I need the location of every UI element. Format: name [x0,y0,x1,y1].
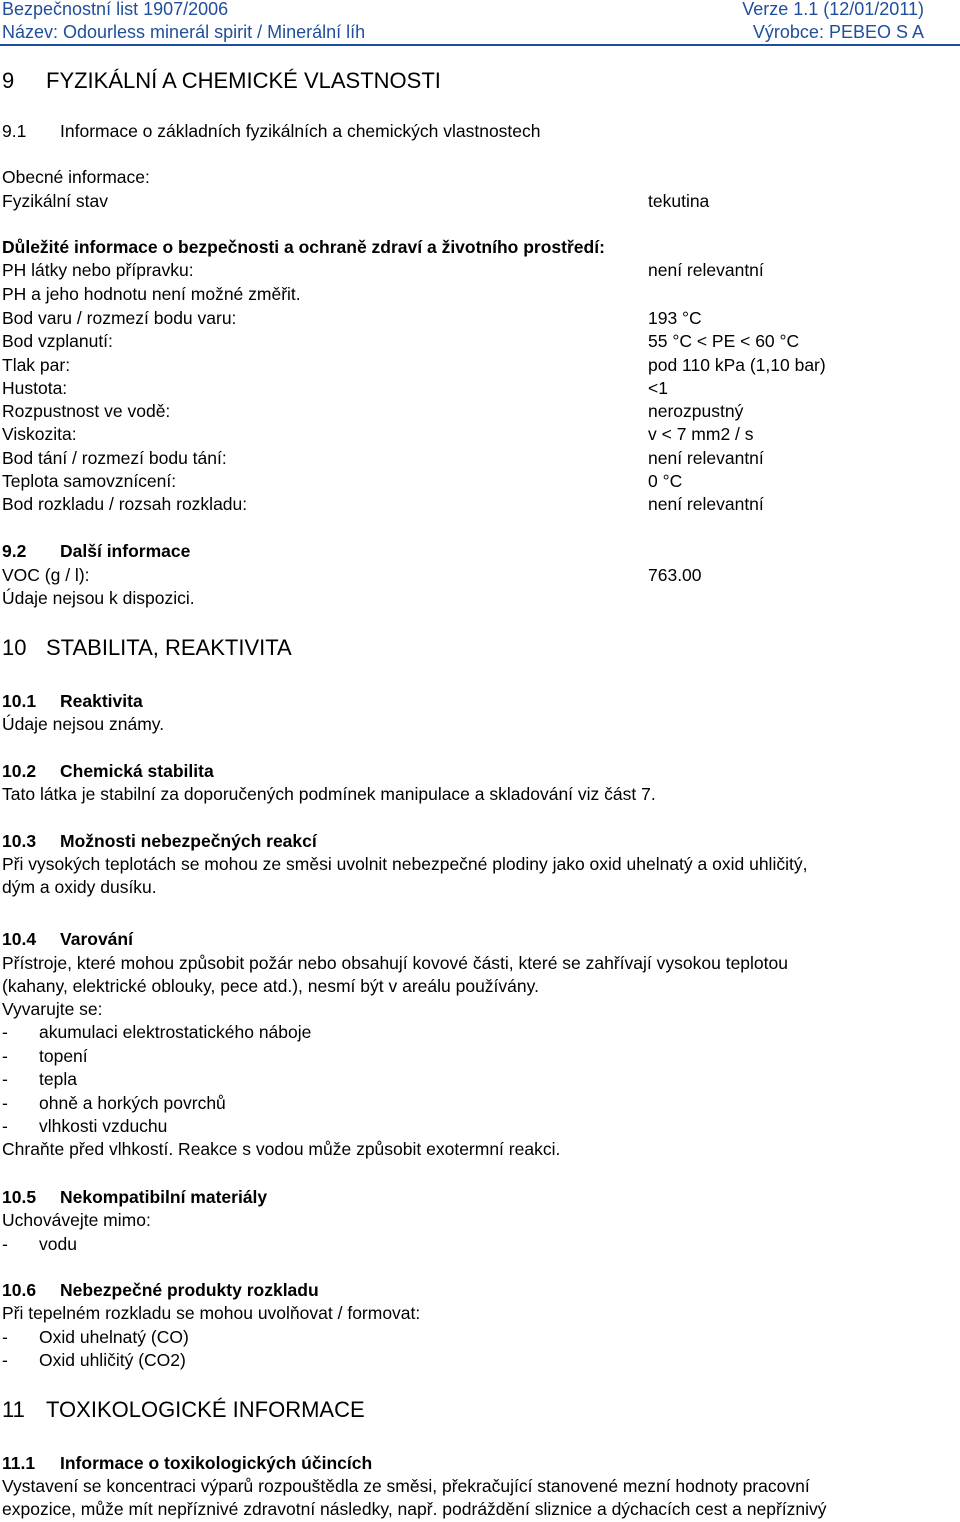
section-9-2-heading: 9.2 Další informace [2,541,191,561]
section-11-1-line-1: Vystavení se koncentraci výparů rozpouštědla ze směsi, překračující stanovené mezní hodnoty pracovní [2,1476,810,1496]
section-11-heading: 11 TOXIKOLOGICKÉ INFORMACE [2,1397,365,1422]
section-11-1-line-2: expozice, může mít nepříznivé zdravotní následky, např. podráždění sliznice a dýchacích cest a nepříznivý [2,1499,827,1519]
list-item: - akumulaci elektrostatického náboje [2,1022,312,1042]
section-10-5-text: Uchovávejte mimo: [2,1210,151,1230]
property-label: Bod varu / rozmezí bodu varu: [2,308,237,328]
property-label: Tlak par: [2,355,71,375]
section-10-4-avoid: Vyvarujte se: [2,999,103,1019]
property-value: <1 [648,378,668,398]
header-row-2 [0,21,960,45]
ph-label: PH látky nebo přípravku: [2,260,194,280]
property-value: 0 °C [648,471,683,491]
property-label: Bod rozkladu / rozsah rozkladu: [2,494,248,514]
section-10-3-line-1: Při vysokých teplotách se mohou ze směsi uvolnit nebezpečné plodiny jako oxid uhelnatý a oxid uhličitý, [2,854,808,874]
section-10-4-line-2: (kahany, elektrické oblouky, pece atd.), nesmí být v areálu používány. [2,976,539,996]
section-10-6-heading: 10.6 Nebezpečné produkty rozkladu [2,1280,319,1300]
property-label: Rozpustnost ve vodě: [2,401,171,421]
section-10-1-text: Údaje nejsou známy. [2,714,165,734]
property-label: Viskozita: [2,424,77,444]
list-item: - ohně a horkých povrchů [2,1093,226,1113]
list-item: - Oxid uhelnatý (CO) [2,1327,189,1347]
section-10-heading: 10 STABILITA, REAKTIVITA [2,635,292,660]
section-10-6-text: Při tepelném rozkladu se mohou uvolňovat / formovat: [2,1303,421,1323]
section-10-1-heading: 10.1 Reaktivita [2,691,143,711]
general-info-heading: Obecné informace: [2,167,150,187]
list-item: - vodu [2,1234,77,1254]
header-divider [0,44,960,46]
property-value: v < 7 mm2 / s [648,424,754,444]
property-value: není relevantní [648,494,764,514]
important-info-heading: Důležité informace o bezpečnosti a ochraně zdraví a životního prostředí: [2,237,605,257]
property-label: Teplota samovznícení: [2,471,177,491]
property-label: Bod tání / rozmezí bodu tání: [2,448,227,468]
voc-value: 763.00 [648,565,702,585]
list-item: - Oxid uhličitý (CO2) [2,1350,186,1370]
section-10-2-text: Tato látka je stabilní za doporučených podmínek manipulace a skladování viz část 7. [2,784,656,804]
ph-value: není relevantní [648,260,764,280]
section-9-1-heading: 9.1 Informace o základních fyzikálních a chemických vlastnostech [2,121,541,141]
property-value: nerozpustný [648,401,744,421]
property-value: pod 110 kPa (1,10 bar) [648,355,826,375]
section-10-3-line-2: dým a oxidy dusíku. [2,877,157,897]
header-version: Verze 1.1 (12/01/2011) [742,0,924,19]
voc-label: VOC (g / l): [2,565,90,585]
no-data-text: Údaje nejsou k dispozici. [2,588,195,608]
section-10-2-heading: 10.2 Chemická stabilita [2,761,214,781]
header-manufacturer: Výrobce: PEBEO S A [752,22,924,42]
list-item: - vlhkosti vzduchu [2,1116,168,1136]
section-10-4-heading: 10.4 Varování [2,929,133,949]
property-value: 193 °C [648,308,702,328]
property-value: 55 °C < PE < 60 °C [648,331,800,351]
header-document-title: Bezpečnostní list 1907/2006 [2,0,229,19]
section-10-4-closing: Chraňte před vlhkostí. Reakce s vodou může způsobit exotermní reakci. [2,1139,561,1159]
section-11-1-heading: 11.1 Informace o toxikologických účincích [2,1453,373,1473]
section-10-3-heading: 10.3 Možnosti nebezpečných reakcí [2,831,317,851]
section-10-4-line-1: Přístroje, které mohou způsobit požár nebo obsahují kovové části, které se zahřívají vysokou teplotou [2,953,788,973]
header-row-1 [0,0,960,22]
section-9-heading: 9 FYZIKÁLNÍ A CHEMICKÉ VLASTNOSTI [2,68,441,93]
property-value: není relevantní [648,448,764,468]
ph-note: PH a jeho hodnotu není možné změřit. [2,284,301,304]
physical-state-label: Fyzikální stav [2,191,108,211]
property-label: Hustota: [2,378,68,398]
list-item: - topení [2,1046,88,1066]
property-label: Bod vzplanutí: [2,331,113,351]
list-item: - tepla [2,1069,77,1089]
section-10-5-heading: 10.5 Nekompatibilní materiály [2,1187,268,1207]
header-product-name: Název: Odourless minerál spirit / Minerální líh [2,22,366,42]
physical-state-value: tekutina [648,191,710,211]
